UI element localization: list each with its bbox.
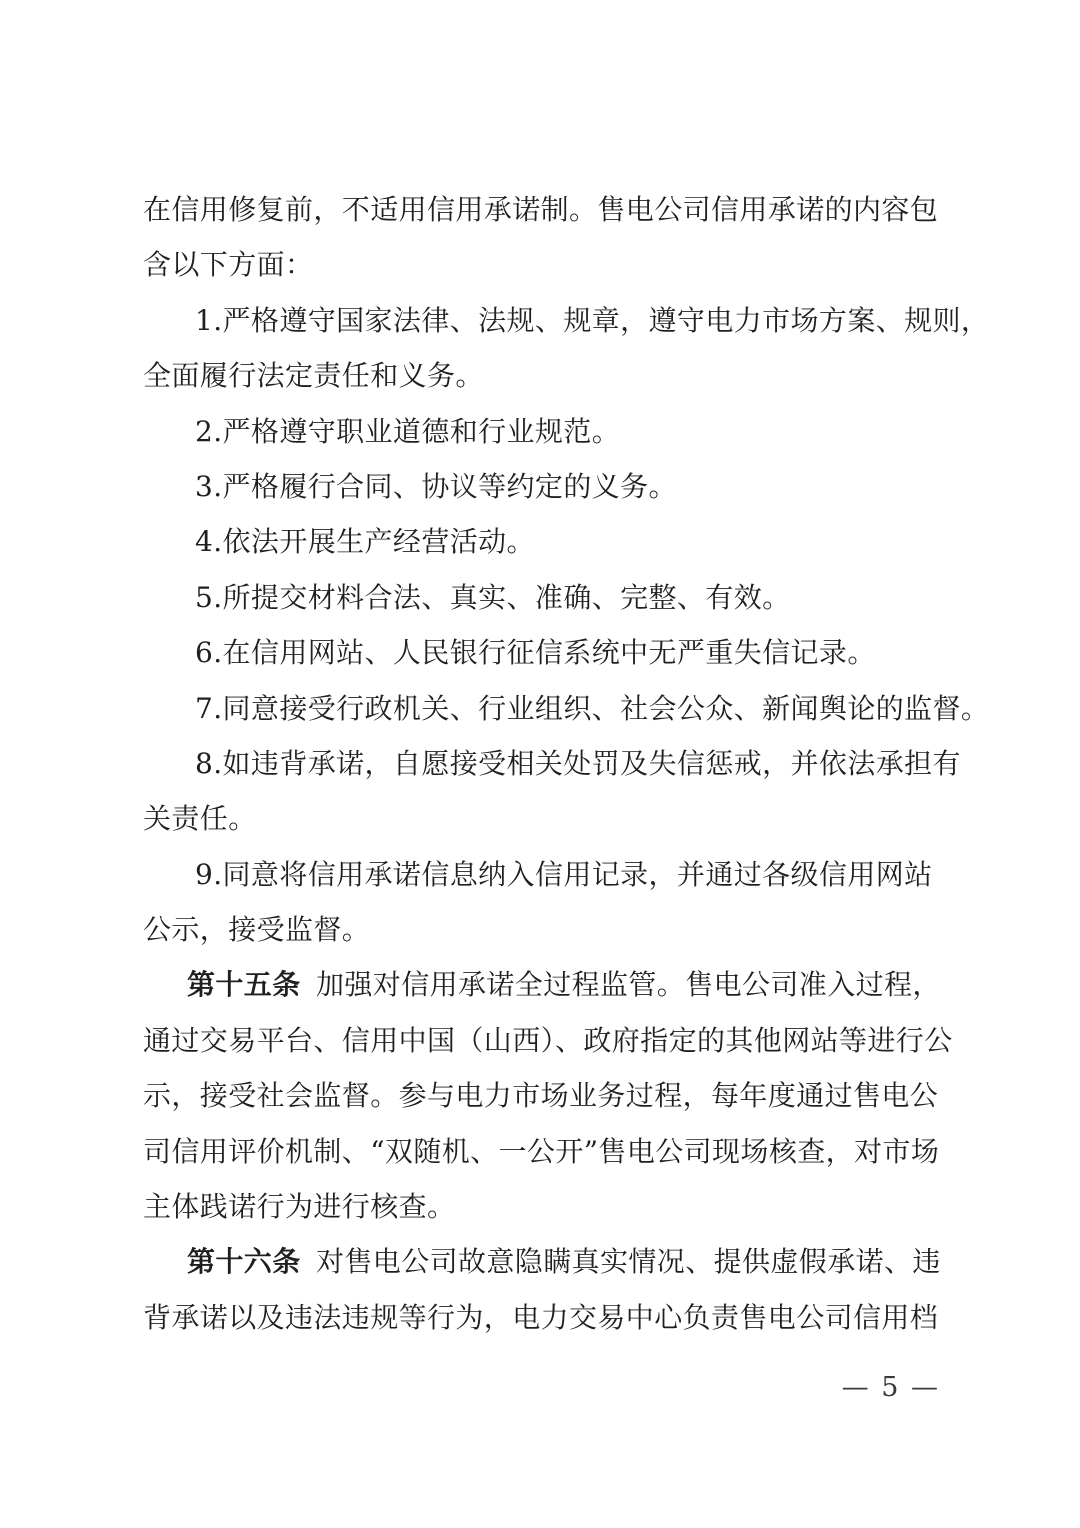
text-line: 2.严格遵守职业道德和行业规范。 — [195, 414, 621, 448]
text-line: 9.同意将信用承诺信息纳入信用记录，并通过各级信用网站 — [195, 857, 933, 891]
text-line: 3.严格履行合同、协议等约定的义务。 — [195, 469, 677, 503]
text-line: 8.如违背承诺，自愿接受相关处罚及失信惩戒，并依法承担有 — [195, 746, 961, 780]
article-text: 对售电公司故意隐瞒真实情况、提供虚假承诺、违 — [316, 1245, 941, 1279]
text-line: 在信用修复前，不适用信用承诺制。售电公司信用承诺的内容包 — [143, 193, 939, 226]
text-line: 5.所提交材料合法、真实、准确、完整、有效。 — [195, 580, 791, 614]
text-line: 1.严格遵守国家法律、法规、规章，遵守电力市场方案、规则， — [195, 303, 990, 337]
text-line: 主体践诺行为进行核查。 — [143, 1190, 456, 1224]
text-line: 背承诺以及违法违规等行为，电力交易中心负责售电公司信用档 — [143, 1300, 939, 1334]
document-body — [143, 182, 990, 1345]
text-line: 6.在信用网站、人民银行征信系统中无严重失信记录。 — [195, 636, 876, 670]
text-line: 关责任。 — [143, 802, 257, 836]
text-line: 4.依法开展生产经营活动。 — [195, 525, 535, 559]
text-line: 司信用评价机制、“双随机、一公开”售电公司现场核查，对市场 — [143, 1134, 940, 1168]
text-line: 全面履行法定责任和义务。 — [143, 359, 484, 393]
article-number: 第十五条 — [187, 968, 301, 1002]
article-number: 第十六条 — [187, 1245, 301, 1279]
page-number: — 5 — — [841, 1372, 940, 1403]
text-line: 公示，接受监督。 — [143, 913, 371, 947]
article-first-line — [143, 957, 953, 1012]
article-text: 加强对信用承诺全过程监管。售电公司准入过程， — [316, 968, 941, 1002]
text-line: 通过交易平台、信用中国（山西）、政府指定的其他网站等进行公 — [143, 1023, 953, 1057]
article-first-line — [143, 1234, 953, 1289]
page-footer — [842, 1372, 940, 1404]
text-line: 含以下方面： — [143, 248, 314, 282]
text-line: 7.同意接受行政机关、行业组织、社会公众、新闻舆论的监督。 — [195, 691, 990, 725]
text-line: 示，接受社会监督。参与电力市场业务过程，每年度通过售电公 — [143, 1079, 939, 1113]
